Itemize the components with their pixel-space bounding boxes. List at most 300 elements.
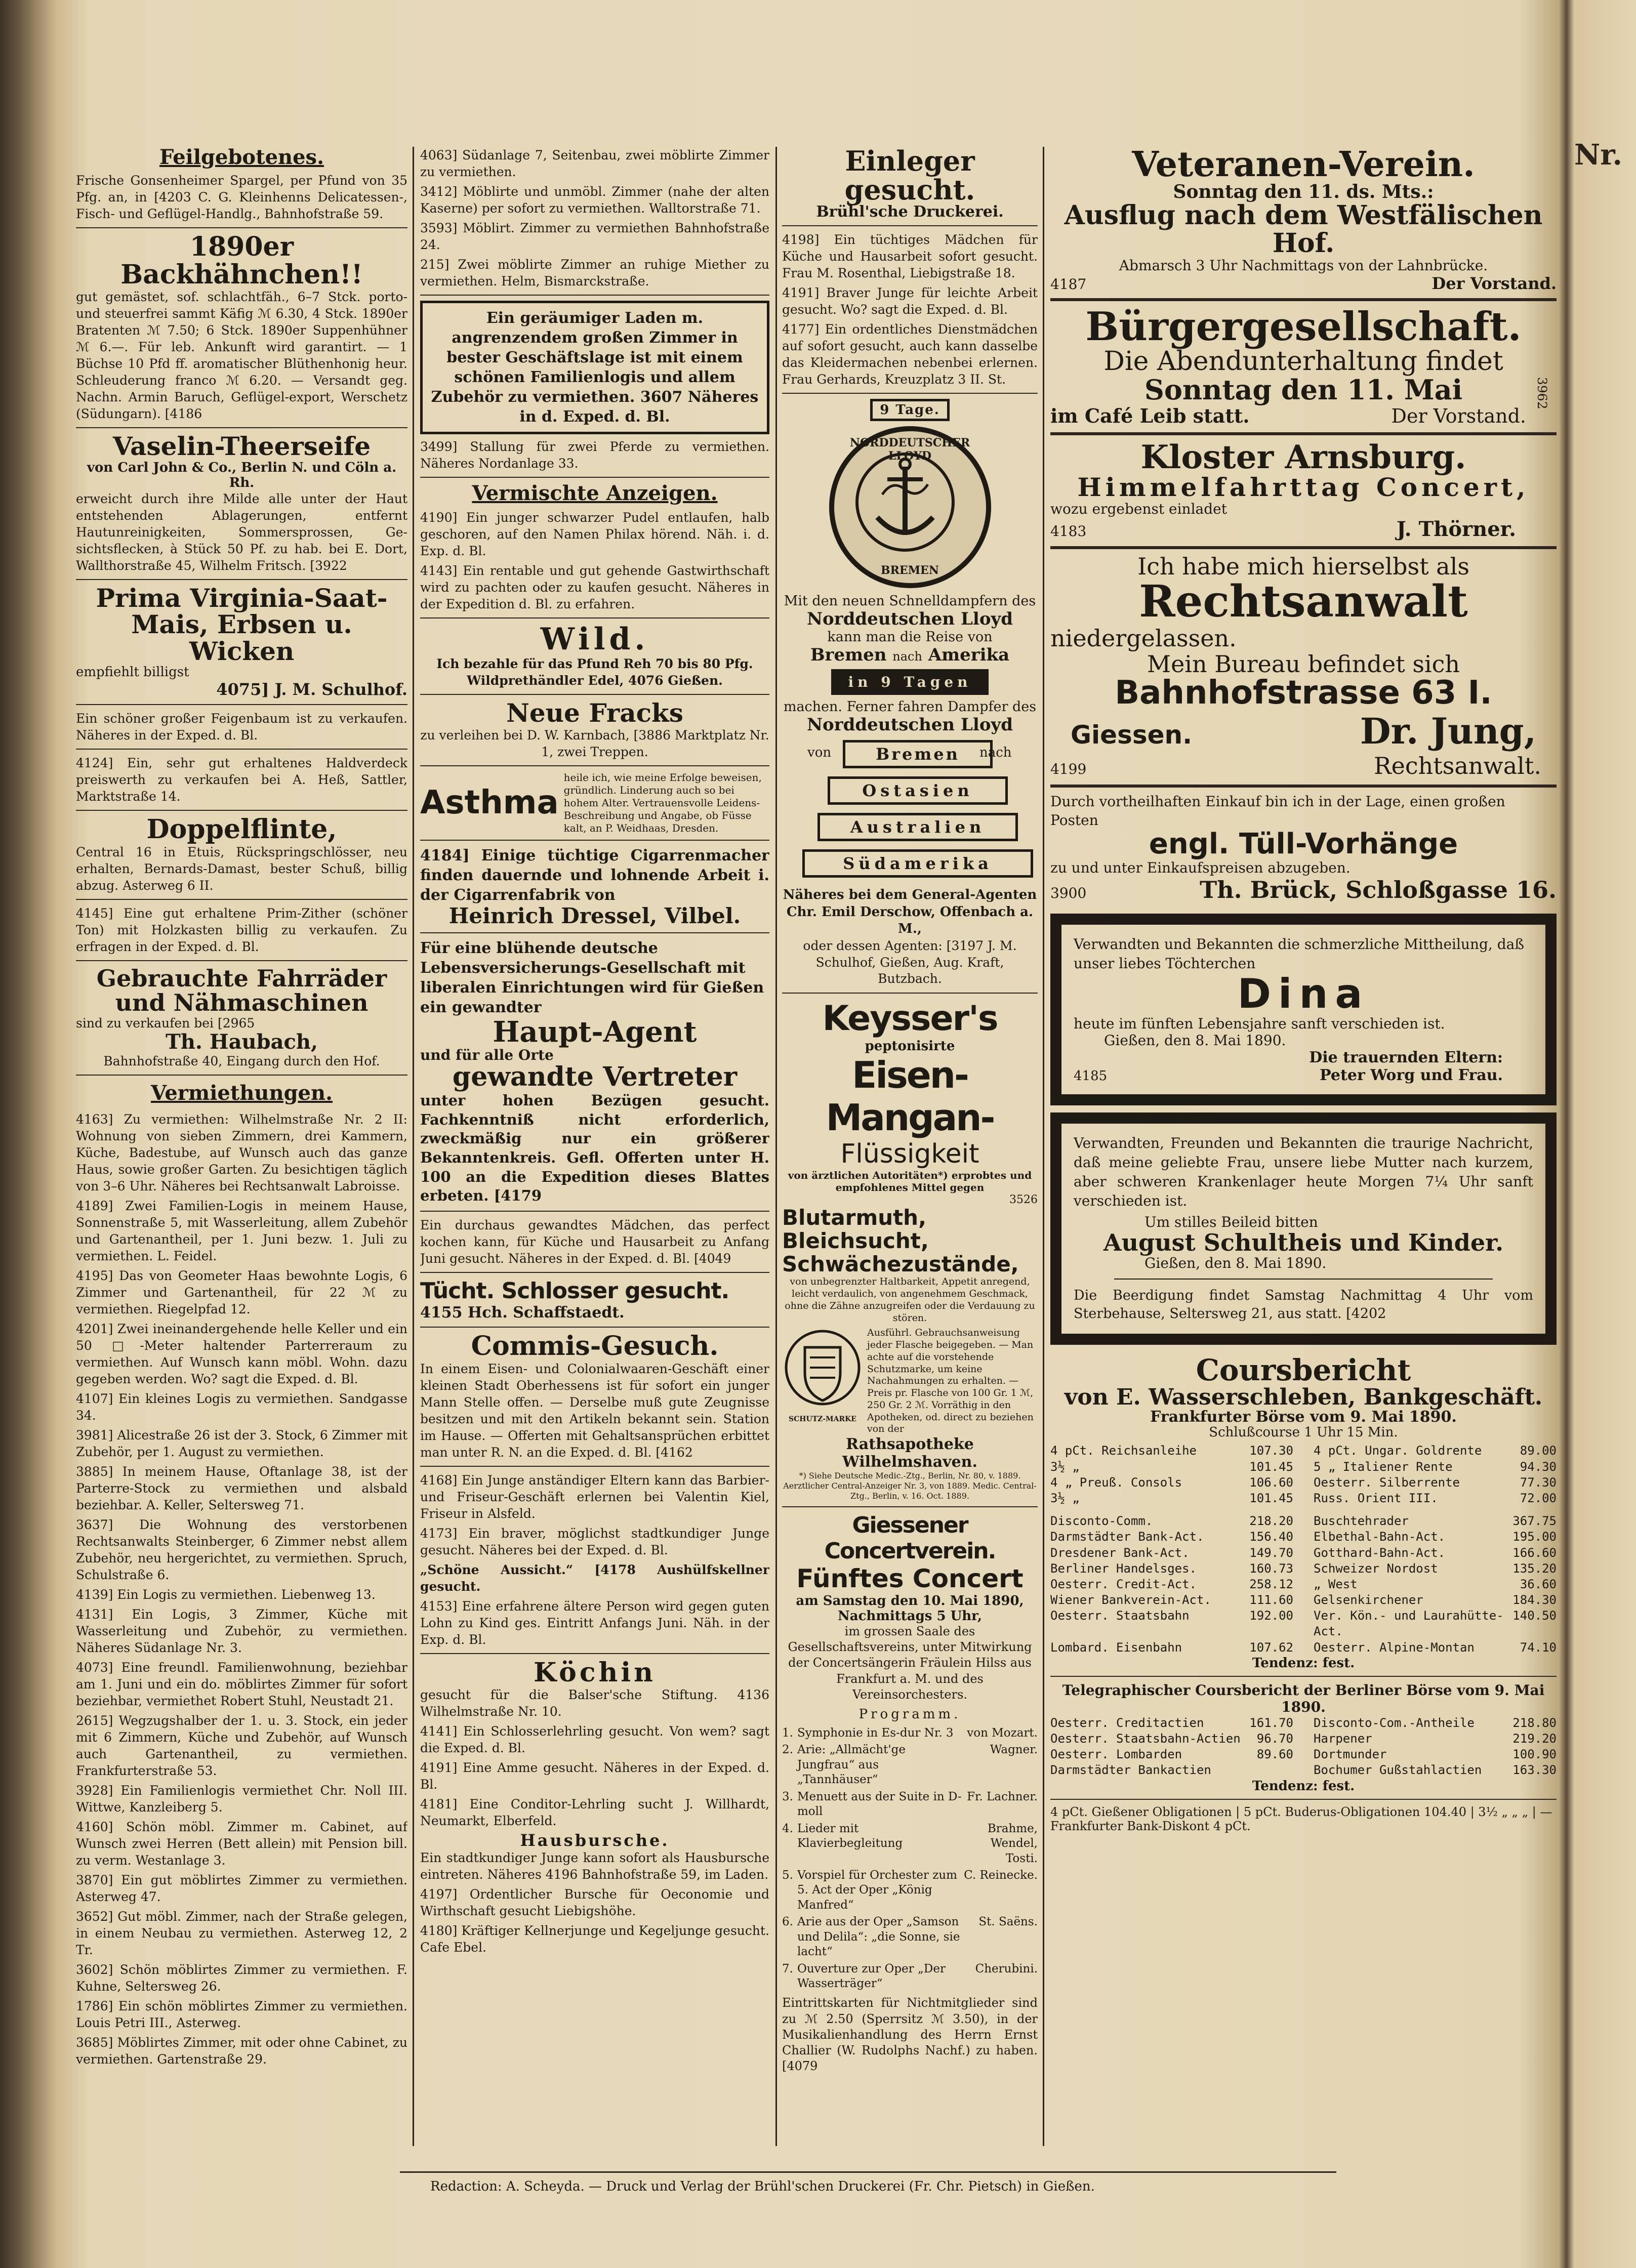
- ad-haldverdeck: 4124] Ein, sehr gut erhaltenes Haldverdeck preiswerth zu verkaufen bei A. Heß, Sattler, Marktstraße 14.: [76, 756, 407, 804]
- buerger-signature: Der Vorstand.: [1391, 404, 1526, 427]
- table-cell-left: [1050, 1577, 1293, 1592]
- table-cell-left: [1050, 1747, 1293, 1762]
- tuell-num: 3900: [1050, 884, 1087, 901]
- kloster-event: Himmelfahrttag Concert,: [1077, 472, 1530, 502]
- table-cell-value: 218.20: [1249, 1514, 1293, 1529]
- table-cell-left: [1050, 1491, 1293, 1506]
- programm-composer: Cherubini.: [975, 1962, 1038, 1975]
- divider: [420, 1327, 769, 1328]
- table-row: [1050, 1592, 1557, 1608]
- table-cell-right: [1314, 1608, 1557, 1639]
- divider: [420, 932, 769, 933]
- buerger-num: 3962: [1535, 377, 1549, 409]
- programm-number: 6.: [782, 1915, 793, 1929]
- concert-date: am Samstag den 10. Mai 1890, Nachmittags 5 Uhr,: [796, 1593, 1024, 1624]
- table-cell-right: [1314, 1592, 1557, 1608]
- section-heading-vermischte: Vermischte Anzeigen.: [472, 481, 718, 505]
- vermiethungen-list: [76, 1111, 407, 2068]
- rechts-bureau: Mein Bureau befindet sich: [1147, 650, 1460, 678]
- ad-stadtjunge: 4173] Ein braver, möglichst stadtkundiger Junge gesucht. Näheres bei der Exped. d. Bl.: [420, 1525, 769, 1557]
- concert-title-2: Fünftes Concert: [796, 1564, 1024, 1594]
- ad-feigenbaum: Ein schöner großer Feigenbaum ist zu verkaufen. Näheres in der Exped. d. Bl.: [76, 711, 407, 743]
- ad-title-kloster: Kloster Arnsburg.: [1140, 438, 1466, 476]
- kloster-num: 4183: [1050, 523, 1087, 540]
- divider: [782, 1506, 1038, 1507]
- lloyd-days: in 9 Tagen: [831, 669, 988, 695]
- divider: [420, 477, 769, 478]
- table-cell-name: Bochumer Gußstahlactien: [1314, 1763, 1482, 1778]
- divider: [782, 393, 1038, 394]
- listing-item: 1786] Ein schön möblirtes Zimmer zu vermiethen. Louis Petri III., Asterweg.: [76, 1999, 407, 2031]
- table-row: [1050, 1475, 1557, 1491]
- ad-zigarren-signature: Heinrich Dressel, Vilbel.: [448, 903, 741, 928]
- table-cell-right: [1314, 1731, 1557, 1747]
- lloyd-anchor-icon: [829, 426, 991, 588]
- dina-parents: Die trauernden Eltern:: [1309, 1049, 1503, 1067]
- programm-composer: C. Reinecke.: [964, 1868, 1038, 1882]
- table-cell-value: 107.30: [1249, 1444, 1293, 1458]
- listing-item: 3685] Möblirtes Zimmer, mit oder ohne Cabinet, zu vermiethen. Gartenstraße 29.: [76, 2035, 407, 2067]
- table-cell-value: 160.73: [1249, 1561, 1293, 1576]
- ad-title-fahrraeder: Gebrauchte Fahrräder und Nähmaschinen: [96, 964, 387, 1017]
- ad-conditor: 4181] Eine Conditor-Lehrling sucht J. Willhardt, Neumarkt, Elberfeld.: [420, 1797, 769, 1829]
- ad-title-hausbursche: Hausbursche.: [520, 1831, 670, 1850]
- divider: [420, 1466, 769, 1467]
- programm-composer: Brahme, Wendel, Tosti.: [987, 1822, 1038, 1865]
- lloyd-ring-top: NORDDEUTSCHER LLOYD: [849, 436, 970, 463]
- ad-junge: 4191] Braver Junge für leichte Arbeit gesucht. Wo? sagt die Exped. d. Bl.: [782, 285, 1038, 317]
- ad-fahrraeder-address: Bahnhofstraße 40, Eingang durch den Hof.: [103, 1054, 380, 1069]
- ad-lloyd: [782, 399, 1038, 987]
- ad-oeconomie: 4197] Ordentlicher Bursche für Oeconomie und Wirthschaft gesucht Liebigshöhe.: [420, 1886, 769, 1918]
- table-cell-value: 195.00: [1512, 1530, 1557, 1544]
- table-cell-name: Oesterr. Lombarden: [1050, 1747, 1182, 1762]
- ad-title-virginia: Prima Virginia-Saat-Mais, Erbsen u. Wicken: [96, 583, 388, 666]
- rechts-role: Rechtsanwalt.: [1373, 752, 1541, 780]
- divider: [420, 295, 769, 296]
- keysser-text-3: Ausführl. Gebrauchsanweisung jeder Flasche beigegeben. — Man achte auf die vorstehende Schutzmarke, um keine Nachahmungen zu erhalten. — Preis pr. Flasche von 100 Gr. 1 ℳ, 250 Gr. 2 ℳ. Vorräthig in den Apotheken, od. direct zu beziehen von der: [867, 1327, 1034, 1435]
- table-cell-name: Elbethal-Bahn-Act.: [1314, 1530, 1446, 1544]
- table-cell-name: Schweizer Nordost: [1314, 1561, 1438, 1576]
- lloyd-text-2: kann man die Reise von: [827, 629, 993, 645]
- ad-schlosser-signature: 4155 Hch. Schaffstaedt.: [420, 1304, 625, 1322]
- keysser-apotheke: Rathsapotheke Wilhelmshaven.: [842, 1435, 977, 1471]
- ad-vertreter-pre: und für alle Orte: [420, 1047, 554, 1064]
- divider: [420, 840, 769, 841]
- listing-item: 3981] Alicestraße 26 ist der 3. Stock, 6 Zimmer mit Zubehör, per 1. August zu vermiethen.: [76, 1428, 407, 1460]
- listing-item: 3593] Möblirt. Zimmer zu vermiethen Bahnhofstraße 24.: [420, 221, 769, 252]
- ad-commis: In einem Eisen- und Colonialwaaren-Geschäft einer kleinen Stadt Oberhessens ist für sofort ein junger Mann Stelle offen. — Derselbe muß gute Zeugnisse besitzen und mit den Artikeln bekannt sein. Station im Hause. — Offerten mit Gehaltsansprüchen erbittet man unter R. N. an die Exped. d. Bl. [4162: [420, 1361, 769, 1460]
- column-2: [420, 147, 769, 1959]
- programm-composer: von Mozart.: [967, 1726, 1038, 1740]
- lloyd-nach: nach: [979, 745, 1012, 760]
- ad-title-backhaehnchen: 1890er Backhähnchen!!: [120, 231, 363, 290]
- tele-title: Telegraphischer Coursbericht der Berliner Börse vom 9. Mai 1890.: [1062, 1681, 1545, 1715]
- table-cell-name: Oesterr. Silberrente: [1314, 1475, 1460, 1490]
- ad-zigarren: 4184] Einige tüchtige Cigarrenmacher finden dauernde und lohnende Arbeit i. der Cigarrenfabrik von: [420, 846, 769, 904]
- table-row: [1050, 1561, 1557, 1577]
- ad-hauptagent: Haupt-Agent: [493, 1015, 697, 1049]
- programm-piece: Symphonie in Es-dur Nr. 3: [797, 1726, 954, 1740]
- ad-haeckel: 4153] Eine erfahrene ältere Person wird gegen guten Lohn zu Kind ges. Eintritt Anfangs Juni. Näh. in der Exp. d. Bl.: [420, 1598, 769, 1647]
- column-1: [76, 147, 407, 2071]
- footer-rule: [400, 2171, 1336, 2173]
- listing-item: 3885] In meinem Hause, Oftanlage 38, ist der Parterre-Stock zu vermiethen und alsbald beziehbar. A. Keller, Seltersweg 71.: [76, 1464, 407, 1513]
- table-cell-name: Oesterr. Alpine-Montan: [1314, 1640, 1475, 1655]
- ad-title-koechin: Köchin: [534, 1657, 656, 1688]
- table-cell-right: [1314, 1513, 1557, 1529]
- spacer: [1050, 1105, 1557, 1112]
- listing-item: 3928] Ein Familienlogis vermiethet Chr. Noll III. Wittwe, Kanzleiberg 5.: [76, 1783, 407, 1815]
- ad-asthma-text: heile ich, wie meine Erfolge beweisen, gründlich. Linderung auch so bei hohem Alter. Vertrauensvolle Leidens-Beschreibung und Angabe, ob Füsse kalt, an P. Weidhaas, Dresden.: [563, 771, 762, 834]
- table-cell-name: 3½ „: [1050, 1491, 1080, 1505]
- divider: [782, 225, 1038, 226]
- lloyd-text-1: Mit den neuen Schnelldampfern des: [784, 593, 1036, 609]
- divider: [76, 1075, 407, 1076]
- dina-name: Dina: [1237, 970, 1370, 1018]
- table-cell-name: Dresdener Bank-Act.: [1050, 1545, 1190, 1560]
- listing-item: 4073] Eine freundl. Familienwohnung, beziehbar am 1. Juni und ein do. möblirtes Zimmer für sofort beziehbar, vermiethet Robert Stuhl, Neustadt 21.: [76, 1660, 407, 1709]
- ad-maedchen: Ein durchaus gewandtes Mädchen, das perfect kochen kann, für Küche und Hausarbeit zu Anfang Juni gesucht. Näheres in der Exped. d. Bl. [4049: [420, 1218, 769, 1266]
- ad-vaselin-maker: von Carl John & Co., Berlin N. und Cöln a. Rh.: [87, 460, 397, 490]
- lloyd-dest-0: Bremen: [843, 740, 993, 768]
- programm-number: 7.: [782, 1962, 793, 1975]
- ad-einleger-sub: Brühl'sche Druckerei.: [816, 203, 1004, 221]
- programm-row: [782, 1822, 1038, 1866]
- dina-signature: Peter Worg und Frau.: [1320, 1066, 1503, 1085]
- table-row: [1050, 1715, 1557, 1731]
- divider: [420, 1653, 769, 1654]
- table-cell-value: 149.70: [1249, 1545, 1293, 1560]
- ad-buergergesellschaft: [1050, 306, 1557, 427]
- cours-bonds-table: [1050, 1443, 1557, 1506]
- schultheis-name: August Schultheis und Kinder.: [1103, 1228, 1504, 1256]
- rechts-num: 4199: [1050, 761, 1087, 778]
- listing-item: 4139] Ein Logis zu vermiethen. Liebenweg 13.: [76, 1587, 376, 1602]
- lloyd-agent: Näheres bei dem General-Agenten Chr. Emil Derschow, Offenbach a. M.,: [783, 887, 1037, 937]
- programm-row: [782, 1962, 1038, 1992]
- table-cell-right: [1314, 1715, 1557, 1731]
- rechts-text: niedergelassen.: [1050, 624, 1237, 652]
- table-cell-right: [1314, 1747, 1557, 1762]
- page-content: [76, 86, 1557, 2202]
- lloyd-route-from: Bremen: [810, 644, 887, 665]
- table-cell-value: 218.80: [1512, 1715, 1557, 1730]
- table-cell-value: 219.20: [1512, 1731, 1557, 1746]
- table-cell-right: [1314, 1640, 1557, 1656]
- lloyd-name: Norddeutschen Lloyd: [806, 608, 1013, 629]
- table-cell-right: [1314, 1491, 1557, 1506]
- table-cell-name: 4 pCt. Reichsanleihe: [1050, 1444, 1197, 1458]
- programm-piece: Menuett aus der Suite in D-moll: [797, 1790, 962, 1819]
- listing-item: 3637] Die Wohnung des verstorbenen Rechtsanwalts Steinberger, 6 Zimmer nebst allem Zubehör, neu hergerichtet, zu vermiethen. Spruch, Schulstraße 6.: [76, 1517, 407, 1583]
- divider: [1050, 1676, 1557, 1677]
- concert-text: im grossen Saale des Gesellschaftsvereins, unter Mitwirkung der Concertsängerin Fräulein Hilss aus Frankfurt a. M. und des Vereinsorchesters.: [788, 1624, 1032, 1702]
- ad-doppelflinte: Central 16 in Etuis, Rückspringschlösser, neu erhalten, Bernards-Damast, bester Schuß, billig abzug. Asterweg 6 II.: [76, 844, 407, 893]
- table-cell-name: Harpener: [1314, 1731, 1372, 1746]
- table-cell-value: 36.60: [1520, 1577, 1557, 1591]
- lloyd-dest-3: Südamerika: [802, 849, 1033, 878]
- section-heading-feilgebotenes: Feilgebotenes.: [159, 147, 324, 169]
- lloyd-ring-bottom: BREMEN: [881, 563, 939, 577]
- table-cell-left: [1050, 1762, 1293, 1778]
- table-cell-value: 106.60: [1249, 1475, 1293, 1490]
- listing-item: 3602] Schön möblirtes Zimmer zu vermiethen. F. Kuhne, Seltersweg 26.: [76, 1962, 407, 1994]
- table-cell-left: [1050, 1545, 1293, 1561]
- ad-koechin: gesucht für die Balser'sche Stiftung. 4136 Wilhelmstraße Nr. 10.: [420, 1687, 769, 1719]
- ad-title-asthma: Asthma: [420, 784, 559, 821]
- obituary-schultheis: [1050, 1112, 1557, 1344]
- ad-virginia-sub: empfiehlt billigst: [76, 665, 189, 680]
- table-cell-name: „ West: [1314, 1577, 1358, 1591]
- table-cell-value: 94.30: [1520, 1459, 1557, 1474]
- column-4: [1050, 147, 1557, 1833]
- cours-time: Schlußcourse 1 Uhr 15 Min.: [1209, 1425, 1398, 1440]
- table-cell-name: 4 „ Preuß. Consols: [1050, 1475, 1182, 1490]
- table-cell-left: [1050, 1513, 1293, 1529]
- ad-fahrraeder: sind zu verkaufen bei [2965: [76, 1016, 255, 1031]
- table-cell-value: 100.90: [1512, 1747, 1557, 1762]
- table-cell-value: 74.10: [1520, 1640, 1557, 1655]
- table-cell-value: 367.75: [1512, 1514, 1557, 1529]
- keysser-refs: *) Siehe Deutsche Medic.-Ztg., Berlin, Nr. 80, v. 1889. Aerztlicher Central-Anzeiger Nr. 3, von 1889. Medic. Central-Ztg., Berlin, v. 16. Oct. 1889.: [783, 1471, 1037, 1501]
- divider: [1050, 298, 1557, 301]
- table-cell-right: [1314, 1475, 1557, 1491]
- table-cell-right: [1314, 1561, 1557, 1577]
- divider: [76, 749, 407, 750]
- table-cell-name: Russ. Orient III.: [1314, 1491, 1438, 1505]
- programm-piece: Arie: „Allmächt'ge Jungfrau“ aus „Tannhäuser“: [797, 1743, 906, 1787]
- table-cell-left: [1050, 1608, 1293, 1639]
- ad-laden: Ein geräumiger Laden m. angrenzendem großen Zimmer in bester Geschäftslage ist mit einem schönen Familienlogis und allem Zubehör zu vermiethen. 3607 Näheres in d. Exped. d. Bl.: [420, 301, 769, 434]
- programm-number: 5.: [782, 1868, 793, 1882]
- obituary-dina: [1050, 914, 1557, 1106]
- lloyd-agent-2: oder dessen Agenten: [3197 J. M. Schulhof, Gießen, Aug. Kraft, Butzbach.: [803, 938, 1017, 986]
- ad-vertreter-text: unter hohen Bezügen gesucht. Fachkenntniß nicht erforderlich, zweckmäßig nur ein größerer Bekanntenkreis. Gefl. Offerten unter H. 100 an die Expedition dieses Blattes erbeten. [4179: [420, 1091, 769, 1205]
- ad-title-vaselin: Vaselin-Theerseife: [112, 431, 371, 462]
- ad-vaselin: erweicht durch ihre Milde alle unter der Haut entstehenden Ablagerungen, entfernt Hautunreinigkeiten, Sommersprossen, Ge-sichtsflecken, à Stück 50 Pf. zu hab. bei E. Dort, Wallthorstraße 45, Wilhelm Fritsch. [3922: [76, 491, 407, 573]
- tuell-text-2: zu und unter Einkaufspreisen abzugeben.: [1050, 859, 1351, 876]
- ad-schlosserlehrling: 4141] Ein Schlosserlehrling gesucht. Von wem? sagt die Exped. d. Bl.: [420, 1724, 769, 1756]
- table-cell-right: [1314, 1529, 1557, 1545]
- tuell-text: Durch vortheilhaften Einkauf bin ich in der Lage, einen großen Posten: [1050, 793, 1505, 829]
- table-cell-right: [1314, 1545, 1557, 1561]
- ad-versicherung: Für eine blühende deutsche Lebensversicherungs-Gesellschaft mit liberalen Einrichtungen wird für Gießen ein gewandter: [420, 939, 764, 1016]
- listing-item: 3412] Möblirte und unmöbl. Zimmer (nahe der alten Kaserne) per sofort zu vermiethen. Walltorstraße 71.: [420, 184, 769, 216]
- programm-piece: Vorspiel für Orchester zum 5. Act der Oper „König Manfred“: [797, 1868, 957, 1912]
- table-row: [1050, 1747, 1557, 1762]
- table-cell-value: 192.00: [1249, 1609, 1293, 1623]
- keysser-mark-row: [782, 1327, 1038, 1435]
- rechts-title: Rechtsanwalt: [1139, 575, 1468, 627]
- veteranen-signature: Der Vorstand.: [1432, 274, 1557, 294]
- table-cell-value: 184.30: [1512, 1593, 1557, 1607]
- veteranen-footer: [1050, 274, 1557, 293]
- rechts-city: Giessen.: [1071, 720, 1193, 750]
- table-cell-value: 101.45: [1249, 1491, 1293, 1505]
- table-cell-value: 258.12: [1249, 1577, 1293, 1591]
- tele-tendenz: Tendenz: fest.: [1252, 1778, 1355, 1794]
- buerger-line-1: Die Abendunterhaltung findet: [1103, 346, 1503, 377]
- table-cell-left: [1050, 1731, 1293, 1747]
- tele-table: [1050, 1715, 1557, 1779]
- table-cell-name: Oesterr. Creditactien: [1050, 1715, 1204, 1730]
- lloyd-route-nach: nach: [892, 649, 922, 664]
- rechts-footer-2: [1050, 752, 1557, 779]
- listing-item: 4195] Das von Geometer Haas bewohnte Logis, 6 Zimmer und Gartenantheil, für 22 ℳ zu vermiethen. Riegelpfad 12.: [76, 1268, 407, 1317]
- table-cell-value: 107.62: [1249, 1640, 1293, 1655]
- ad-title-commis: Commis-Gesuch.: [471, 1331, 719, 1362]
- cours-sub: von E. Wasserschleben, Bankgeschäft.: [1064, 1384, 1543, 1410]
- table-cell-name: Dortmunder: [1314, 1747, 1387, 1762]
- programm-row: [782, 1726, 1038, 1741]
- rechts-address: Bahnhofstrasse 63 I.: [1115, 674, 1492, 712]
- listing-item: 4063] Südanlage 7, Seitenbau, zwei möblirte Zimmer zu vermiethen.: [420, 148, 769, 179]
- divider: [1050, 432, 1557, 435]
- keysser-eisen: Eisen-Mangan-: [826, 1053, 994, 1139]
- keysser-text-2: von unbegrenzter Haltbarkeit, Appetit anregend, leicht verdaulich, von angenehmem Geschmack, ohne die Zähne anzugreifen oder die Verdauung zu stören.: [785, 1276, 1035, 1324]
- programm-row: [782, 1790, 1038, 1820]
- programm-row: [782, 1868, 1038, 1913]
- concert-tickets: Eintrittskarten für Nichtmitglieder sind zu ℳ 2.50 (Sperrsitz ℳ 3.50), in der Musikalienhandlung des Herrn Ernst Challier (W. Rudolphs Nachf.) zu haben. [4079: [782, 1996, 1038, 2074]
- lloyd-route: [782, 645, 1038, 665]
- lloyd-dest-2: Australien: [817, 813, 1018, 841]
- programm-list: [782, 1726, 1038, 1991]
- keysser-text: von ärztlichen Autoritäten*) erprobtes und empfohlenes Mittel gegen: [788, 1169, 1032, 1193]
- column-rule: [413, 147, 414, 2146]
- lloyd-dest-1: Ostasien: [828, 776, 1008, 805]
- listing-item: 4107] Ein kleines Logis zu vermiethen. Sandgasse 34.: [76, 1391, 407, 1423]
- table-cell-name: Darmstädter Bank-Act.: [1050, 1530, 1204, 1544]
- table-row: [1050, 1577, 1557, 1592]
- table-row: [1050, 1608, 1557, 1639]
- table-cell-value: 161.70: [1249, 1715, 1293, 1730]
- ad-hausbursche: Ein stadtkundiger Junge kann sofort als Hausbursche eintreten. Näheres 4196 Bahnhofstraße 59, im Laden.: [420, 1850, 769, 1882]
- table-cell-name: Disconto-Com.-Antheile: [1314, 1715, 1475, 1730]
- rooms-list: [420, 147, 769, 290]
- ad-title-doppelflinte: Doppelflinte,: [146, 814, 337, 845]
- table-cell-name: Lombard. Eisenbahn: [1050, 1640, 1182, 1655]
- keysser-mark-label: SCHUTZ-MARKE: [789, 1415, 856, 1424]
- buerger-line-2: Sonntag den 11. Mai: [1144, 373, 1463, 406]
- schultheis-text: Verwandten, Freunden und Bekannten die traurige Nachricht, daß meine geliebte Frau, unsere liebe Mutter nach kurzem, aber schweren Krankenlager heute Morgen 7¼ Uhr sanft verschieden ist.: [1074, 1135, 1533, 1209]
- table-cell-left: [1050, 1529, 1293, 1545]
- table-cell-name: 3½ „: [1050, 1459, 1080, 1474]
- table-cell-name: Oesterr. Staatsbahn: [1050, 1609, 1190, 1623]
- column-rule: [1043, 147, 1044, 2146]
- ad-wild: Ich bezahle für das Pfund Reh 70 bis 80 Pfg. Wildprethändler Edel, 4076 Gießen.: [436, 656, 753, 688]
- divider: [1114, 1279, 1493, 1280]
- tuell-title: engl. Tüll-Vorhänge: [1149, 828, 1458, 861]
- table-cell-value: 77.30: [1520, 1475, 1557, 1490]
- table-cell-name: Disconto-Comm.: [1050, 1514, 1153, 1529]
- keysser-shield-icon: [782, 1327, 863, 1435]
- divider: [1050, 1799, 1557, 1800]
- cours-tendenz: Tendenz: fest.: [1252, 1655, 1355, 1671]
- table-cell-left: [1050, 1640, 1293, 1656]
- schultheis-mourn: Um stilles Beileid bitten: [1144, 1213, 1318, 1230]
- programm-composer: Fr. Lachner.: [967, 1790, 1038, 1803]
- table-row: [1050, 1513, 1557, 1529]
- dina-text: Verwandten und Bekannten die schmerzliche Mittheilung, daß unser liebes Töchterchen: [1074, 935, 1525, 972]
- divider: [420, 765, 769, 766]
- tuell-footer: [1050, 876, 1557, 903]
- veteranen-num: 4187: [1050, 276, 1087, 293]
- ad-gastwirthschaft: 4143] Ein rentable und gut gehende Gastwirthschaft wird zu pachten oder zu kaufen gesucht. Näheres in der Expedition d. Bl. zu erfahren.: [420, 563, 769, 611]
- ad-amme: 4191] Eine Amme gesucht. Näheres in der Exped. d. Bl.: [420, 1760, 769, 1792]
- table-cell-left: [1050, 1475, 1293, 1491]
- dina-date: Gießen, den 8. Mai 1890.: [1104, 1032, 1286, 1049]
- programm-row: [782, 1743, 1038, 1787]
- table-row: [1050, 1762, 1557, 1778]
- table-cell-name: Gelsenkirchener: [1314, 1593, 1423, 1607]
- table-row: [1050, 1529, 1557, 1545]
- kloster-footer: [1050, 517, 1557, 541]
- lloyd-badge: 9 Tage.: [870, 399, 950, 421]
- ad-title-einleger: Einleger gesucht.: [844, 147, 975, 206]
- ad-spargel: Frische Gonsenheimer Spargel, per Pfund von 35 Pfg. an, in [4203 C. G. Kleinhenns Delicatessen-, Fisch- und Geflügel-Handlg., Bahnhofstraße 59.: [76, 173, 407, 221]
- ad-title-fracks: Neue Fracks: [506, 698, 683, 728]
- table-cell-right: [1314, 1762, 1557, 1778]
- imprint: Redaction: A. Scheyda. — Druck und Verlag der Brühl'schen Druckerei (Fr. Chr. Pietsch) in Gießen.: [430, 2179, 1095, 2194]
- table-row: [1050, 1640, 1557, 1656]
- table-cell-value: 163.30: [1512, 1763, 1557, 1778]
- table-row: [1050, 1731, 1557, 1747]
- lloyd-von: von: [807, 745, 832, 760]
- cours-shares-table: [1050, 1513, 1557, 1656]
- ad-pudel: 4190] Ein junger schwarzer Pudel entlaufen, halb geschoren, auf den Namen Philax hörend. Näh. i. d. Exp. d. Bl.: [420, 510, 769, 558]
- table-cell-right: [1314, 1443, 1557, 1459]
- table-row: [1050, 1443, 1557, 1459]
- next-page-edge: [1574, 137, 1636, 2111]
- column-3: [782, 147, 1038, 2074]
- table-cell-name: Gotthard-Bahn-Act.: [1314, 1545, 1446, 1560]
- ad-stallung: 3499] Stallung für zwei Pferde zu vermiethen. Näheres Nordanlage 33.: [420, 439, 769, 471]
- table-cell-name: 5 „ Italiener Rente: [1314, 1459, 1453, 1474]
- keysser-ills: Blutarmuth, Bleichsucht, Schwächezustände,: [782, 1205, 1019, 1277]
- table-row: [1050, 1459, 1557, 1475]
- schultheis-burial: Die Beerdigung findet Samstag Nachmittag 4 Uhr vom Sterbehause, Seltersweg 21, aus statt. [4202: [1074, 1287, 1533, 1322]
- tuell-signature: Th. Brück, Schloßgasse 16.: [1199, 876, 1557, 903]
- divider: [420, 617, 769, 618]
- table-cell-left: [1050, 1459, 1293, 1475]
- ad-fracks: zu verleihen bei D. W. Karnbach, [3886 Marktplatz Nr. 1, zwei Treppen.: [420, 727, 769, 759]
- ad-dienstmaedchen: 4177] Ein ordentliches Dienstmädchen auf sofort gesucht, auch kann dasselbe das Kleidermachen nebenbei erlernen. Frau Gerhards, Kreuzplatz 3 II. St.: [782, 321, 1038, 387]
- table-cell-name: Wiener Bankverein-Act.: [1050, 1593, 1211, 1607]
- kloster-signature: J. Thörner.: [1396, 517, 1516, 542]
- programm-piece: Ouverture zur Oper „Der Wasserträger“: [797, 1962, 946, 1991]
- table-cell-left: [1050, 1561, 1293, 1577]
- divider: [1050, 546, 1557, 549]
- divider: [420, 694, 769, 695]
- ad-aushilfe: „Schöne Aussicht.“ [4178 Aushülfskellner gesucht.: [420, 1562, 769, 1594]
- programm-composer: St. Saëns.: [978, 1915, 1038, 1929]
- ad-vertreter: gewandte Vertreter: [452, 1061, 738, 1093]
- divider: [76, 227, 407, 228]
- lloyd-route-to: Amerika: [928, 644, 1010, 665]
- spacer: [1050, 1506, 1557, 1513]
- listing-item: 4163] Zu vermiethen: Wilhelmstraße Nr. 2 II: Wohnung von sieben Zimmern, drei Kammern, Küche, Badestube, auf Wunsch auch das ganze Haus, sowie großer Garten. Zu besichtigen täglich von 3–6 Uhr. Näheres bei Rechtsanwalt Labroisse.: [76, 1112, 407, 1194]
- programm-number: 1.: [782, 1726, 793, 1740]
- table-cell-value: 101.45: [1249, 1459, 1293, 1474]
- programm-number: 2.: [782, 1743, 793, 1757]
- cours-date: Frankfurter Börse vom 9. Mai 1890.: [1150, 1408, 1457, 1426]
- programm-piece: Arie aus der Oper „Samson und Delila“: „die Sonne, sie lacht“: [797, 1915, 960, 1959]
- keysser-num: 3526: [1009, 1193, 1038, 1206]
- table-cell-name: Buschtehrader: [1314, 1514, 1409, 1529]
- cours-title: Coursbericht: [1196, 1352, 1411, 1387]
- listing-item: 215] Zwei möblirte Zimmer an ruhige Miether zu vermiethen. Helm, Bismarckstraße.: [420, 257, 769, 288]
